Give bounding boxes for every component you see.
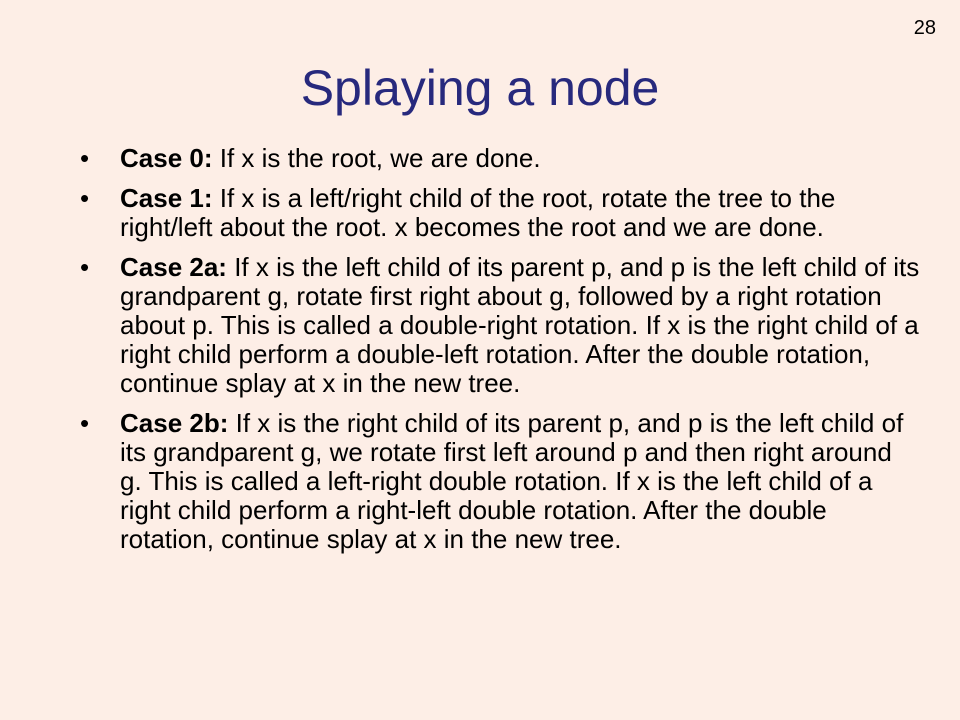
page-number: 28 <box>913 17 936 39</box>
slide-title: Splaying a node <box>300 60 660 116</box>
bullet-icon: • <box>80 408 90 438</box>
bullet-list <box>80 144 920 565</box>
bullet-icon: • <box>80 143 90 173</box>
bullet-icon: • <box>80 183 90 213</box>
case-label: Case 2a: <box>120 252 227 282</box>
case-label: Case 0: <box>120 143 213 173</box>
bullet-case-2b <box>80 409 920 554</box>
case-text: If x is the right child of its parent p, and p is the left child of its grandparent g, we rotate first left around p and then right around g. This is called a left-right double rotation. If x is the left child of a right child perform a right-left double rotation. After the double rotation, continue splay at x in the new tree. <box>120 408 904 554</box>
case-label: Case 2b: <box>120 408 229 438</box>
case-text: If x is the root, we are done. <box>212 143 541 173</box>
case-label: Case 1: <box>120 183 213 213</box>
bullet-case-1 <box>80 184 920 242</box>
case-text: If x is the left child of its parent p, and p is the left child of its grandparent g, rotate first right about g, followed by a right rotation about p. This is called a double-right rotation. If x is the right child of a right child perform a double-left rotation. After the double rotation, continue splay at x in the new tree. <box>120 252 920 398</box>
bullet-case-0 <box>80 144 920 173</box>
bullet-case-2a <box>80 253 920 398</box>
bullet-icon: • <box>80 252 90 282</box>
case-text: If x is a left/right child of the root, rotate the tree to the right/left about the root. x becomes the root and we are done. <box>120 183 836 242</box>
